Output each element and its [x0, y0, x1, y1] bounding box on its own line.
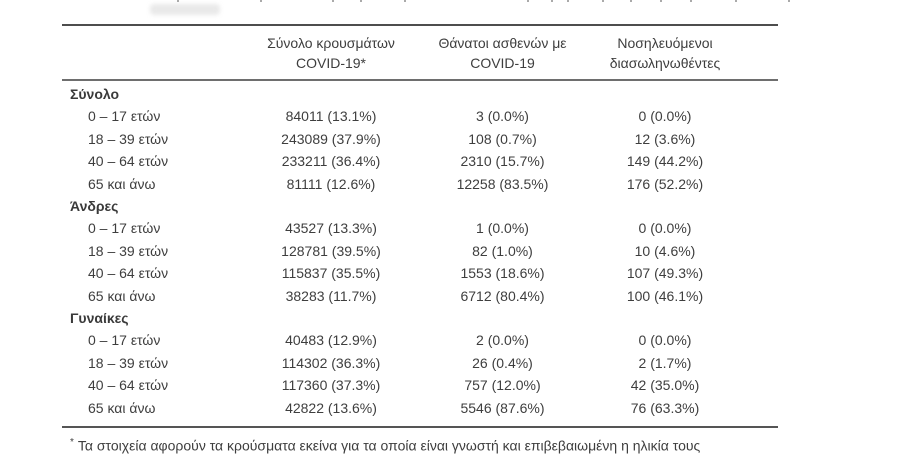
empty-cell	[590, 83, 778, 105]
intubated-value: 76 (63.3%)	[630, 399, 700, 416]
column-header-line1: Σύνολο κρουσμάτων	[267, 35, 395, 51]
intubated-value: 2 (1.7%)	[638, 354, 692, 371]
table-row	[62, 105, 778, 127]
table-row	[62, 262, 778, 284]
cases-value: 38283 (11.7%)	[285, 287, 377, 304]
group-label: Σύνολο	[70, 86, 120, 102]
table-row	[62, 285, 778, 307]
column-header-intubated	[590, 33, 778, 73]
age-label: 65 και άνω	[88, 399, 156, 416]
column-header-line1: Νοσηλευόμενοι	[617, 35, 713, 51]
deaths-value: 1 (0.0%)	[476, 220, 529, 237]
empty-cell	[590, 195, 778, 217]
age-label: 0 – 17 ετών	[88, 108, 161, 125]
intubated-value: 0 (0.0%)	[638, 220, 692, 237]
table-row	[62, 240, 778, 262]
cases-value: 115837 (35.5%)	[281, 265, 381, 282]
age-label: 40 – 64 ετών	[88, 153, 169, 170]
column-header-line2: διασωληνωθέντες	[609, 55, 721, 71]
cases-value: 43527 (13.3%)	[285, 220, 377, 237]
age-label: 18 – 39 ετών	[88, 354, 169, 371]
cases-value: 40483 (12.9%)	[285, 332, 377, 349]
age-label: 0 – 17 ετών	[88, 332, 161, 349]
intubated-value: 0 (0.0%)	[638, 332, 692, 349]
empty-cell	[415, 307, 590, 329]
column-header-line2: COVID-19	[470, 55, 535, 71]
footnote	[62, 428, 778, 455]
age-label: 40 – 64 ετών	[88, 265, 169, 282]
deaths-value: 12258 (83.5%)	[456, 175, 549, 192]
age-label: 0 – 17 ετών	[88, 220, 161, 237]
cropped-title-smudge	[150, 4, 220, 15]
cases-value: 243089 (37.9%)	[281, 130, 381, 147]
cases-value: 233211 (36.4%)	[281, 153, 381, 170]
footnote-text: Τα στοιχεία αφορούν τα κρούσματα εκείνα για τα οποία είναι γνωστή και επιβεβαιωμένη η ηλικία τους	[77, 437, 701, 454]
cases-value: 84011 (13.1%)	[285, 108, 377, 125]
deaths-value: 2 (0.0%)	[476, 332, 529, 349]
intubated-value: 12 (3.6%)	[634, 130, 696, 147]
intubated-value: 42 (35.0%)	[630, 377, 700, 394]
footnote-marker: *	[70, 437, 74, 449]
age-label: 65 και άνω	[88, 175, 156, 192]
group-header-men	[62, 195, 778, 217]
intubated-value: 176 (52.2%)	[626, 175, 704, 192]
cases-value: 117360 (37.3%)	[281, 377, 381, 394]
deaths-value: 6712 (80.4%)	[460, 287, 545, 304]
cases-value: 128781 (39.5%)	[281, 242, 381, 259]
table-row	[62, 150, 778, 172]
intubated-value: 10 (4.6%)	[634, 242, 696, 259]
table-row	[62, 374, 778, 396]
deaths-value: 757 (12.0%)	[464, 377, 541, 394]
empty-cell	[247, 83, 415, 105]
group-label: Γυναίκες	[70, 310, 129, 327]
deaths-value: 108 (0.7%)	[468, 130, 537, 147]
column-header-deaths	[415, 33, 590, 73]
cases-value: 81111 (12.6%)	[286, 175, 376, 192]
covid-age-distribution-table	[62, 24, 778, 455]
empty-cell	[247, 195, 415, 217]
cropped-title-remnant	[0, 0, 900, 4]
empty-cell	[415, 83, 590, 105]
table-row	[62, 173, 778, 195]
empty-cell	[590, 307, 778, 329]
column-header-total-cases	[247, 33, 415, 73]
age-label: 40 – 64 ετών	[88, 377, 169, 394]
cases-value: 42822 (13.6%)	[285, 399, 377, 416]
empty-cell	[247, 307, 415, 329]
deaths-value: 2310 (15.7%)	[460, 153, 545, 170]
group-label: Άνδρες	[70, 198, 119, 215]
table-row	[62, 397, 778, 419]
table-row	[62, 217, 778, 239]
empty-cell	[415, 195, 590, 217]
deaths-value: 5546 (87.6%)	[460, 399, 545, 416]
column-header-line2: COVID-19*	[295, 55, 367, 71]
group-header-women	[62, 307, 778, 329]
intubated-value: 149 (44.2%)	[626, 153, 704, 170]
intubated-value: 107 (49.3%)	[626, 265, 704, 282]
deaths-value: 3 (0.0%)	[476, 108, 529, 125]
table-body	[62, 81, 778, 419]
group-header-total	[62, 83, 778, 105]
deaths-value: 26 (0.4%)	[472, 354, 533, 371]
table-header-row	[62, 26, 778, 81]
intubated-value: 0 (0.0%)	[638, 108, 692, 125]
cases-value: 114302 (36.3%)	[281, 354, 381, 371]
table-row	[62, 352, 778, 374]
age-label: 65 και άνω	[88, 287, 156, 304]
deaths-value: 82 (1.0%)	[472, 242, 533, 259]
header-empty-cell	[62, 33, 247, 73]
table-row	[62, 329, 778, 351]
column-header-line1: Θάνατοι ασθενών με	[438, 35, 567, 51]
intubated-value: 100 (46.1%)	[626, 287, 704, 304]
table-row	[62, 128, 778, 150]
deaths-value: 1553 (18.6%)	[460, 265, 545, 282]
age-label: 18 – 39 ετών	[88, 242, 169, 259]
age-label: 18 – 39 ετών	[88, 130, 169, 147]
